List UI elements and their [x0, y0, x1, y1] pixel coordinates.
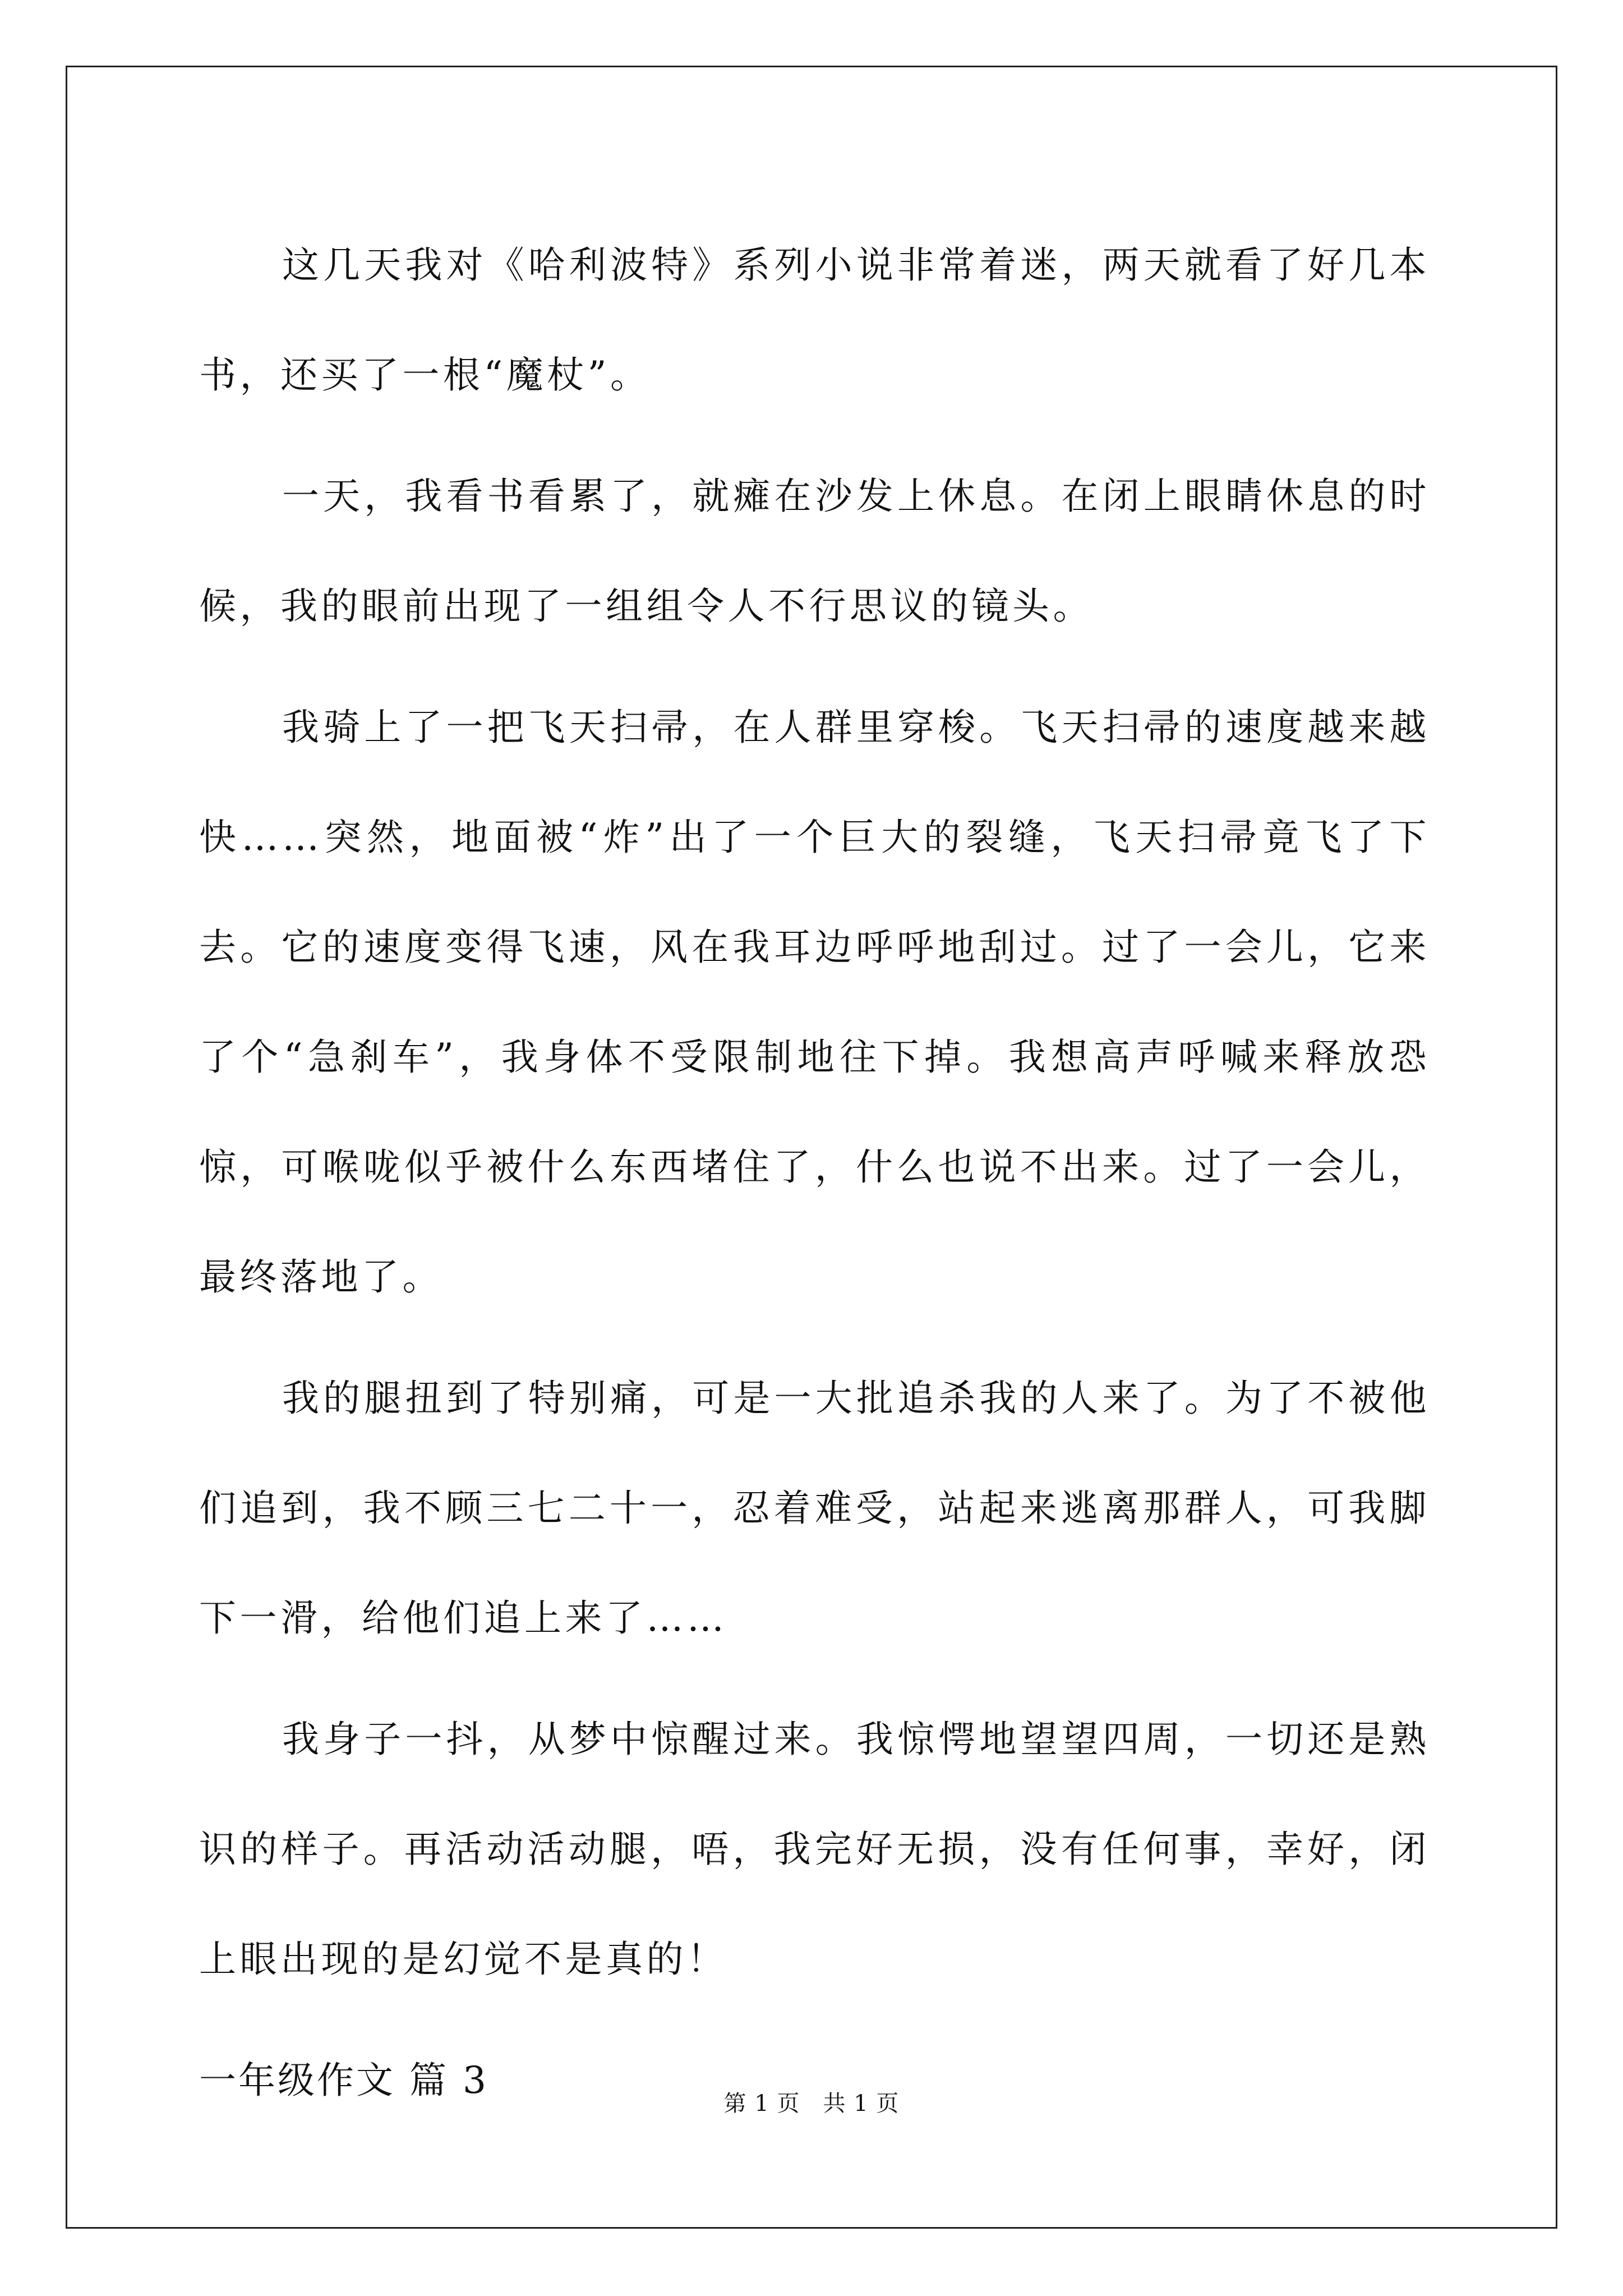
- section-heading: 一年级作文 篇 3: [199, 2059, 488, 2102]
- paragraph-1: 这几天我对《哈利波特》系列小说非常着迷，两天就看了好几本书，还买了一根“魔杖”。: [199, 243, 1430, 397]
- paragraph-2: 一天，我看书看累了，就瘫在沙发上休息。在闭上眼睛休息的时候，我的眼前出现了一组组令人不行思议的镜头。: [199, 475, 1430, 628]
- document-body: [199, 210, 1430, 2136]
- page-footer: 第 1 页 共 1 页: [723, 2091, 900, 2116]
- paragraph-5: 我身子一抖，从梦中惊醒过来。我惊愕地望望四周，一切还是熟识的样子。再活动活动腿，唔，我完好无损，没有任何事，幸好，闭上眼出现的是幻觉不是真的！: [199, 1718, 1430, 1981]
- paragraph-3: 我骑上了一把飞天扫帚，在人群里穿梭。飞天扫帚的速度越来越快……突然，地面被“炸”出了一个巨大的裂缝，飞天扫帚竟飞了下去。它的速度变得飞速，风在我耳边呼呼地刮过。过了一会儿，它来了个“急刹车”，我身体不受限制地往下掉。我想高声呼喊来释放恐惊，可喉咙似乎被什么东西堵住了，什么也说不出来。过了一会儿，最终落地了。: [199, 706, 1430, 1299]
- paragraph-4: 我的腿扭到了特别痛，可是一大批追杀我的人来了。为了不被他们追到，我不顾三七二十一，忍着难受，站起来逃离那群人，可我脚下一滑，给他们追上来了……: [199, 1377, 1430, 1640]
